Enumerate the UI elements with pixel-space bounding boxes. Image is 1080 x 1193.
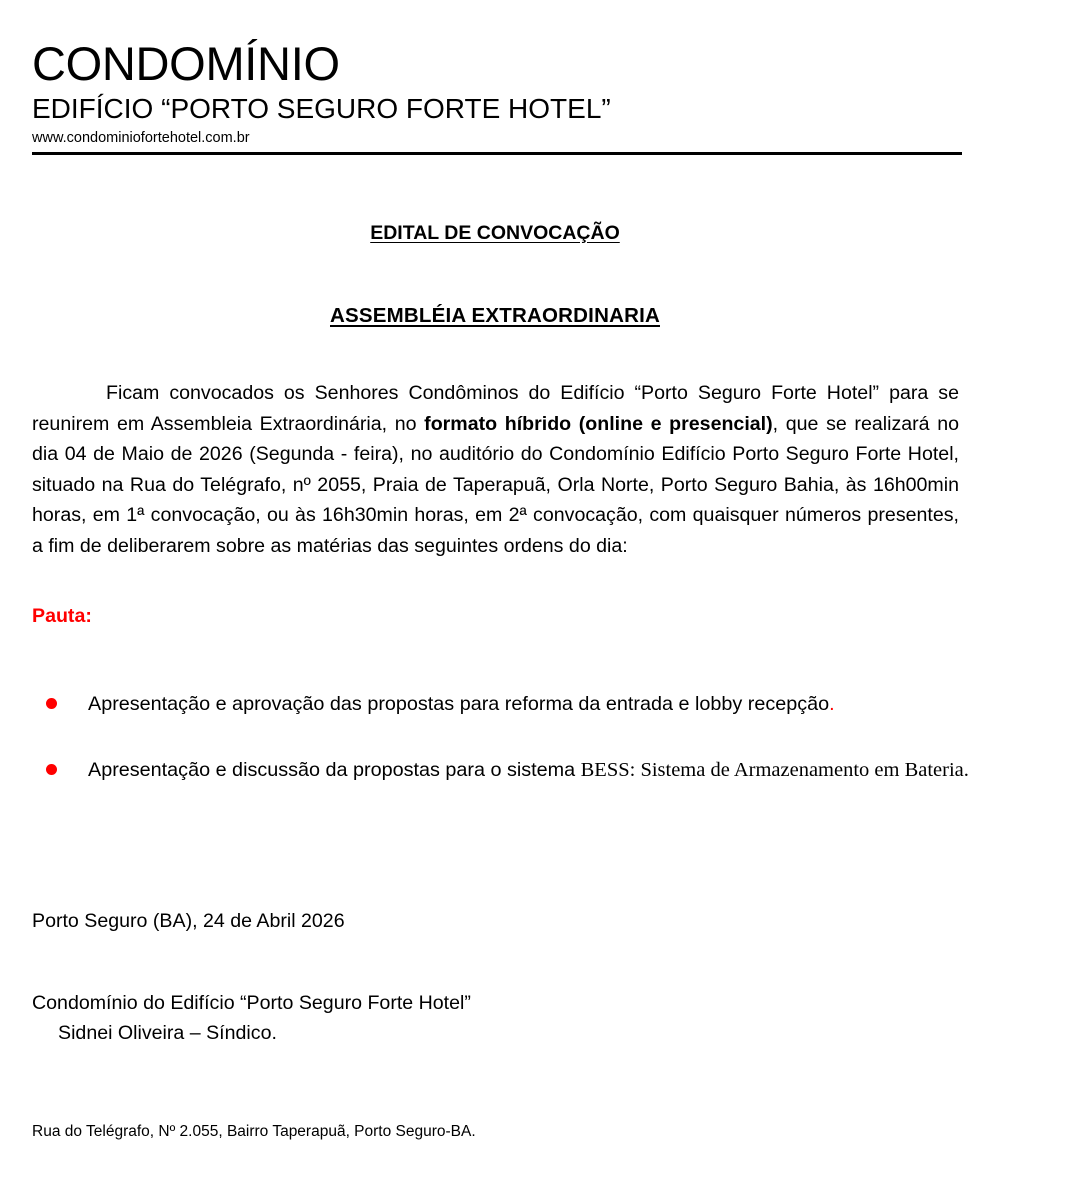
header-divider	[32, 152, 962, 155]
signature-block	[32, 988, 471, 1048]
letterhead	[32, 38, 1032, 155]
agenda-list	[32, 686, 1050, 788]
list-item	[32, 686, 1050, 722]
paragraph-part-1: Ficam convocados os Senhores Condôminos do Edifício “Porto Seguro Forte Hotel” para se reunirem em Assembleia Extraordinária, no	[32, 382, 959, 435]
website-url: www.condominiofortehotel.com.br	[32, 130, 250, 146]
footer-address: Rua do Telégrafo, Nº 2.055, Bairro Taperapuã, Porto Seguro-BA.	[32, 1123, 476, 1140]
signature-entity: Condomínio do Edifício “Porto Seguro Forte Hotel”	[32, 992, 471, 1014]
assembly-heading-text: ASSEMBLÉIA EXTRAORDINARIA	[330, 304, 660, 327]
notice-heading-text: EDITAL DE CONVOCAÇÃO	[370, 222, 620, 244]
convocation-paragraph	[32, 378, 959, 561]
notice-heading	[32, 222, 958, 245]
agenda-item-serif-text: BESS: Sistema de Armazenamento em Bateria.	[580, 759, 969, 781]
agenda-item-text: Apresentação e aprovação das propostas para reforma da entrada e lobby recepção	[88, 693, 830, 715]
bullet-icon	[46, 698, 57, 709]
paragraph-bold-format: formato híbrido (online e presencial)	[424, 412, 773, 435]
bullet-icon	[46, 764, 57, 775]
place-date-line: Porto Seguro (BA), 24 de Abril 2026	[32, 910, 345, 932]
agenda-item-text: Apresentação e discussão da propostas para o sistema	[88, 759, 581, 781]
signature-name: Sidnei Oliveira – Síndico.	[58, 1022, 277, 1044]
agenda-item-period: .	[829, 693, 835, 715]
building-name: EDIFÍCIO “PORTO SEGURO FORTE HOTEL”	[32, 93, 611, 124]
condominium-title: CONDOMÍNIO	[32, 37, 340, 90]
agenda-label: Pauta:	[32, 605, 92, 627]
list-item	[32, 752, 1050, 788]
assembly-heading	[32, 304, 958, 328]
paragraph-part-2: , que se realizará no dia 04 de Maio de 2026 (Segunda - feira), no auditório do Condomínio Edifício Porto Seguro Forte Hotel, situado na Rua do Telégrafo, nº 2055, Praia de Taperapuã, Orla Norte, Porto Seguro Bahia, às 16h00min horas, em 1ª convocação, ou às 16h30min horas, em 2ª convocação, com quaisquer números presentes, a fim de deliberarem sobre as matérias das seguintes ordens do dia:	[32, 412, 959, 557]
